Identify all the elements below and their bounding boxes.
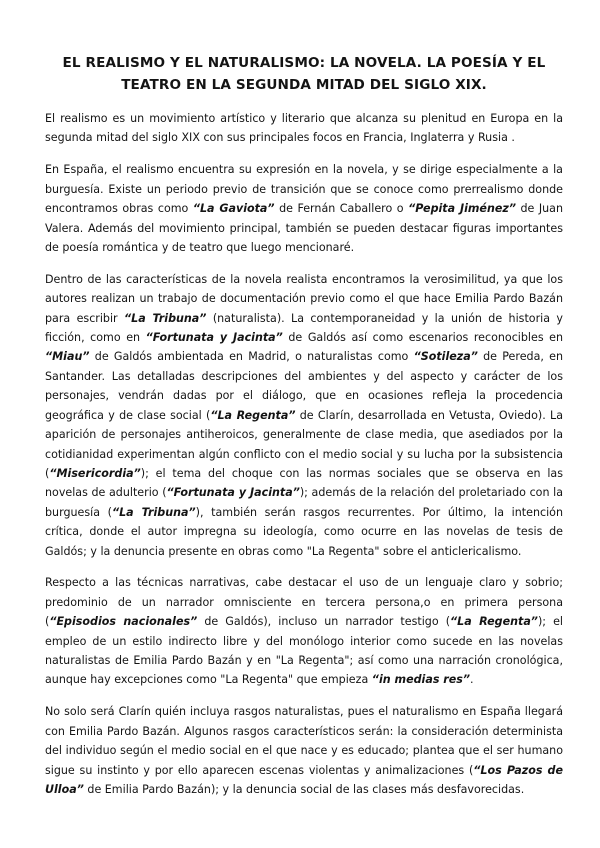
text-segment: ), también serán rasgos recurrentes. Por último, la intención crítica, donde el autor impregna su ideología, como ocurre en las novelas de tesis de Galdós; y la denuncia presente en obras como "La Regenta" sobre el anticlericalismo. <box>45 505 563 558</box>
text-segment: No solo será Clarín quién incluya rasgos naturalistas, pues el naturalismo en España llegará con Emilia Pardo Bazán. Algunos rasgos característicos serán: la consideración determinista del individuo según el medio social en el que nace y es educado; plantea que el ser humano sigue su instinto y por ello aparecen escenas violentas y animalizaciones ( <box>45 705 563 777</box>
work-title: “Pepita Jiménez” <box>408 202 516 216</box>
text-segment: de Fernán Caballero o <box>274 202 409 216</box>
text-segment: de Juan Valera. Además del movimiento principal, también se pueden destacar figuras importantes de poesía romántica y de teatro que luego mencionaré. <box>45 202 563 254</box>
text-segment: ); el tema del choque con las normas sociales que se observa en las novelas de adulterio ( <box>45 466 563 500</box>
text-segment: de Galdós ambientada en Madrid, o naturalistas como <box>89 350 414 364</box>
text-segment: Dentro de las características de la novela realista encontramos la verosimilitud, ya que los autores realizan un trabajo de documentación previo como el que hace Emilia Pardo Bazán para escribir <box>45 272 563 325</box>
page-title: EL REALISMO Y EL NATURALISMO: LA NOVELA. LA POESÍA Y EL TEATRO EN LA SEGUNDA MITAD DEL SIGLO XIX. <box>62 55 546 93</box>
text-segment: de Galdós así como escenarios reconocibles en <box>282 331 564 345</box>
paragraph <box>45 160 563 257</box>
work-title: “La Regenta” <box>210 408 296 422</box>
work-title: “Episodios nacionales” <box>49 615 198 629</box>
work-title: “in medias res” <box>371 673 471 687</box>
paragraph <box>45 109 563 148</box>
work-title: “La Regenta” <box>450 615 538 629</box>
text-segment: (naturalista). La contemporaneidad y la unión de historia y ficción, como en <box>45 311 563 345</box>
work-title: “La Gaviota” <box>192 202 275 216</box>
text-segment: ); además de la relación del proletariado con la burguesía ( <box>45 486 564 519</box>
work-title: “La Tribuna” <box>111 505 196 519</box>
document-body <box>45 109 563 799</box>
text-segment: El realismo es un movimiento artístico y literario que alcanza su plenitud en Europa en la segunda mitad del siglo XIX con sus principales focos en Francia, Inglaterra y Rusia . <box>45 112 563 145</box>
text-segment: de Clarín, desarrollada en Vetusta, Oviedo). La aparición de personajes antiheroicos, generalmente de clase media, que asediados por la cotidianidad experimentan algún conflicto con el medio social y su lucha por la subsistencia ( <box>45 408 563 480</box>
text-segment: de Emilia Pardo Bazán); y la denuncia social de las clases más desfavorecidas. <box>83 783 525 796</box>
work-title: “Los Pazos de Ulloa” <box>45 763 563 796</box>
text-segment: de Pereda, en Santander. Las detalladas descripciones del ambientes y del aspecto y carácter de los personajes, vendrán dadas por el diálogo, que en ocasiones refleja la procedencia geográfica y de clase social ( <box>45 350 564 422</box>
work-title: “Fortunata y Jacinta” <box>166 486 300 500</box>
text-segment: . <box>470 673 474 687</box>
paragraph <box>45 573 563 689</box>
text-segment: En España, el realismo encuentra su expresión en la novela, y se dirige especialmente a la burguesía. Existe un periodo previo de transición que se conoce como prerrealismo donde encontramos obras como <box>45 163 563 216</box>
text-segment: ); el empleo de un estilo indirecto libre y del monólogo interior como sucede en las novelas naturalistas de Emilia Pardo Bazán y en "La Regenta"; así como una narración cronológica, aunque hay excepciones como "La Regenta" que empieza <box>45 615 564 687</box>
work-title: “Fortunata y Jacinta” <box>145 331 283 345</box>
work-title: “La Tribuna” <box>124 311 207 325</box>
text-segment: Respecto a las técnicas narrativas, cabe destacar el uso de un lenguaje claro y sobrio; predominio de un narrador omnisciente en tercera persona,o en primera persona ( <box>45 576 563 629</box>
text-segment: de Galdós), incluso un narrador testigo ( <box>197 615 451 629</box>
work-title: “Sotileza” <box>413 350 478 364</box>
paragraph <box>45 702 563 799</box>
work-title: “Miau” <box>45 350 90 364</box>
paragraph <box>45 270 563 561</box>
work-title: “Misericordia” <box>49 466 141 480</box>
